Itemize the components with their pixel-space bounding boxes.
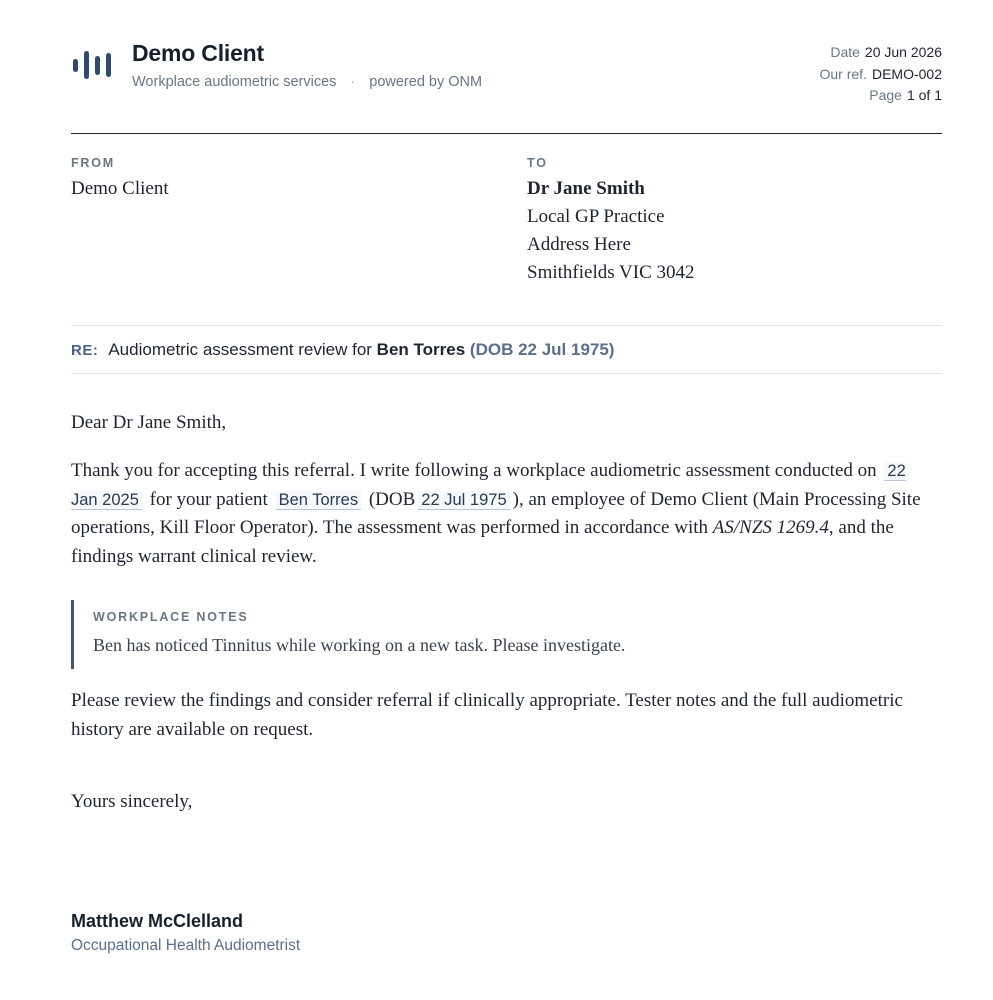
- meta-ref: [820, 64, 943, 86]
- salutation: Dear Dr Jane Smith,: [71, 412, 227, 433]
- to-line-2: Address Here: [527, 234, 631, 255]
- brand-name: Demo Client: [132, 40, 264, 66]
- re-text: Audiometric assessment review for: [108, 340, 372, 359]
- patient-dob-field: 22 Jul 1975: [418, 491, 509, 510]
- re-divider-top: [71, 325, 942, 326]
- meta-page-label: Page: [869, 87, 902, 103]
- to-address: [527, 175, 695, 287]
- signature-role: Occupational Health Audiometrist: [71, 937, 301, 954]
- from-name: Demo Client: [71, 178, 169, 199]
- meta-ref-label: Our ref.: [819, 65, 867, 82]
- from-label: FROM: [71, 156, 115, 170]
- brand-powered-by: powered by ONM: [369, 74, 483, 90]
- re-patient: Ben Torres: [376, 340, 466, 359]
- closing: Yours sincerely,: [71, 791, 193, 812]
- subject-line: [71, 340, 614, 360]
- p1-text-c: (DOB: [368, 488, 416, 510]
- workplace-notes-text: Ben has noticed Tinnitus while working on a new task. Please investigate.: [93, 635, 626, 655]
- audio-bars-icon: [71, 49, 117, 81]
- brand-tagline: Workplace audiometric services: [132, 74, 337, 90]
- workplace-notes: [71, 600, 934, 669]
- meta-date-label: Date: [830, 44, 860, 60]
- from-block: [71, 156, 169, 203]
- standard-reference: AS/NZS 1269.4: [712, 517, 829, 538]
- to-line-1: Local GP Practice: [527, 206, 665, 227]
- to-line-3: Smithfields VIC 3042: [527, 262, 695, 283]
- re-dob: (DOB 22 Jul 1975): [469, 340, 615, 359]
- to-name: Dr Jane Smith: [527, 178, 645, 199]
- paragraph-2: Please review the findings and consider referral if clinically appropriate. Tester notes and the full audiometric history are available on request.: [71, 690, 903, 740]
- re-label: RE:: [71, 342, 99, 359]
- meta-date: [820, 42, 943, 64]
- p1-text-b: for your patient: [149, 488, 268, 510]
- to-label: TO: [527, 156, 548, 170]
- from-address: [71, 175, 169, 203]
- re-divider-bottom: [71, 373, 942, 374]
- letterhead: [71, 38, 942, 103]
- assessment-date-field: 22 Jan 2025: [71, 462, 906, 509]
- brand-tagline-row: [132, 74, 482, 90]
- p1-text-d: ), an employee of Demo Client (Main Processing Site operations, Kill Floor Operator). The assessment was performed in accordance with: [71, 488, 921, 538]
- meta-page: [820, 85, 943, 107]
- paragraph-1: [71, 457, 931, 571]
- p1-text-e: , and the findings warrant clinical review.: [71, 517, 894, 567]
- brand-separator: ·: [350, 74, 356, 90]
- meta-date-value: 20 Jun 2026: [864, 44, 942, 60]
- workplace-notes-label: WORKPLACE NOTES: [93, 610, 249, 624]
- p1-text-a: Thank you for accepting this referral. I write following a workplace audiometric assessment conducted on: [71, 460, 877, 481]
- letter-meta: [820, 42, 943, 107]
- to-block: [527, 156, 695, 287]
- meta-ref-value: DEMO-002: [871, 65, 942, 82]
- signature-name: Matthew McClelland: [71, 911, 244, 931]
- patient-name-field: Ben Torres: [276, 491, 362, 510]
- meta-page-value: 1 of 1: [906, 87, 942, 103]
- header-divider: [71, 133, 942, 134]
